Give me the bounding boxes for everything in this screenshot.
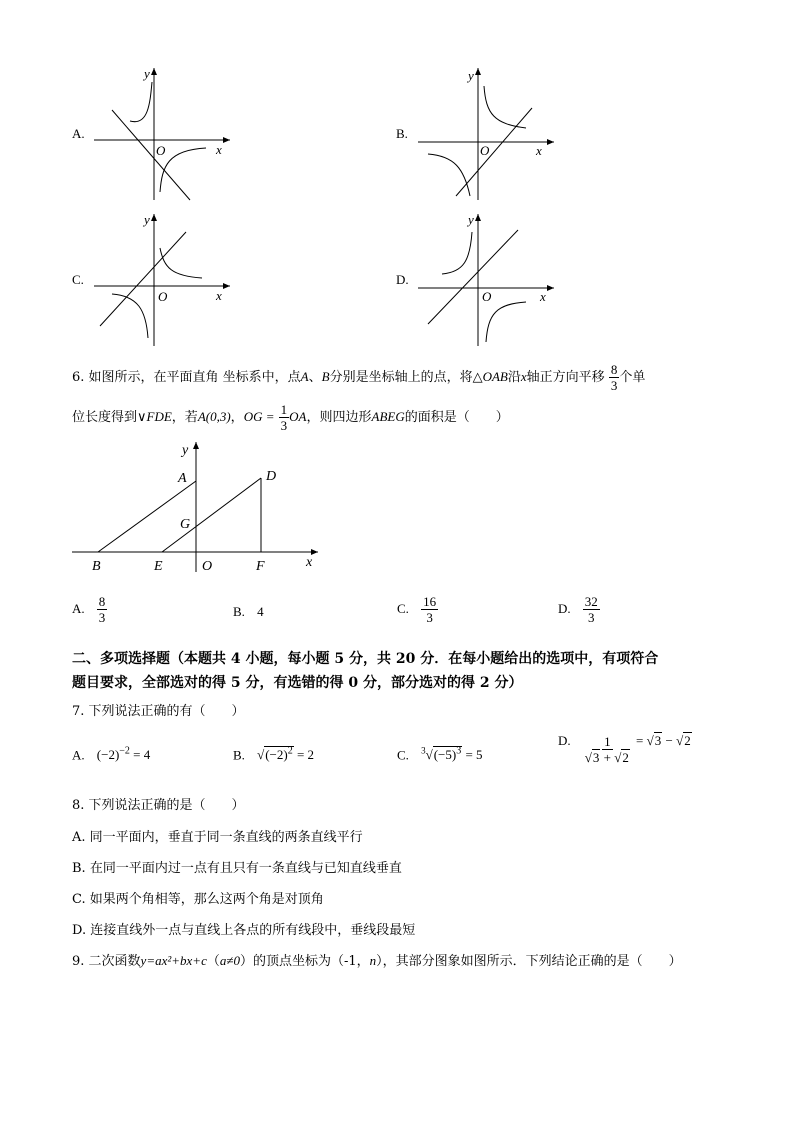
q8-stem: 8. 下列说法正确的是（ ） [72, 798, 245, 813]
q8-option-b: B. 在同一平面内过一点有且只有一条直线与已知直线垂直 [72, 861, 402, 876]
label-x: x [306, 555, 313, 570]
fraction [279, 402, 290, 433]
numerator: 1 [604, 734, 611, 749]
q8-option-a: A. 同一平面内，垂直于同一条直线的两条直线平行 [72, 830, 363, 845]
axis-origin: O [482, 289, 492, 304]
expr: (−2) [96, 747, 120, 763]
radicand: 3 [592, 750, 600, 765]
label-f: F [256, 559, 265, 574]
expr: = 4 [133, 747, 151, 763]
q7-option-a [72, 746, 150, 763]
denominator: 3 [610, 378, 618, 393]
expr: (−5) [433, 747, 457, 763]
axis-x: x [216, 142, 222, 157]
option-label: D. [396, 272, 409, 287]
text: 分别是坐标轴上的点，将△ [329, 370, 483, 385]
label-o: O [202, 559, 213, 574]
text: 沿 [507, 370, 521, 385]
q6-option-c [397, 594, 438, 625]
denominator: 3 [426, 610, 433, 625]
q7-stem: 7. 下列说法正确的有（ ） [72, 704, 245, 719]
q6-option-d [558, 594, 600, 625]
text: ， [230, 410, 244, 425]
radicand: 2 [684, 733, 691, 748]
option-label: A. [72, 601, 85, 616]
q7-option-b: B. $√(-2)^2 = 2$ [233, 746, 315, 763]
fraction [97, 594, 108, 625]
text: ，则四边形 [306, 410, 372, 425]
option-label: C. [72, 272, 84, 287]
axis-x: x [540, 289, 546, 304]
text: 、 [308, 370, 322, 385]
q5-option-d [396, 210, 556, 350]
option-label: B. [233, 747, 245, 763]
text: 的面积是（ ） [404, 410, 509, 425]
graph-a [90, 64, 230, 204]
option-value: 4 [257, 604, 264, 619]
denominator: 3 [588, 610, 595, 625]
expr: = 5 [465, 747, 483, 763]
option-label: C. [397, 747, 409, 763]
numerator: 32 [584, 594, 598, 609]
fraction: $\frac{1}{√3 + √2}$ [584, 734, 629, 765]
expr: n [369, 953, 377, 968]
q5-option-a [72, 64, 232, 204]
numerator: 8 [98, 594, 106, 609]
graph-d [414, 210, 554, 350]
axis-y: y [144, 212, 150, 227]
option-label: A. [72, 747, 85, 763]
text: A [300, 369, 309, 384]
option-label: A. [72, 126, 85, 141]
exponent: 3 [456, 746, 462, 757]
section-2-heading-line-1: 二、多项选择题（本题共 4 小题，每小题 5 分，共 20 分．在每小题给出的选项中，有项符合 [72, 651, 659, 667]
q6-option-b [233, 604, 264, 620]
numerator: 8 [610, 362, 618, 377]
label-e: E [154, 559, 163, 574]
label-y: y [182, 443, 189, 458]
axis-x: x [216, 288, 222, 303]
q6-option-a [72, 594, 107, 625]
q7-option-c: C. $^3√(-5)^3 = 5$ [397, 746, 483, 763]
option-label: D. [558, 733, 571, 748]
q9-stem [72, 950, 682, 969]
denominator: 3 [280, 418, 288, 433]
expr: (−2) [265, 747, 288, 763]
denominator: 3 [98, 610, 106, 625]
fraction [421, 594, 438, 625]
text: ），其部分图象如图所示．下列结论正确的是（ ） [376, 954, 682, 969]
expr: = 2 [296, 747, 315, 763]
axis-origin: O [158, 289, 168, 304]
exponent: 2 [287, 746, 293, 757]
q7-option-d: D. $\frac{1}{√3 + √2}$ = √3 − √2 [558, 733, 691, 765]
text: OAB [482, 369, 508, 384]
text: ABEG [371, 409, 405, 424]
fraction [583, 594, 600, 625]
fraction [609, 362, 620, 393]
text: FDE [146, 409, 172, 424]
q5-option-c [72, 210, 232, 350]
text: （ [206, 954, 220, 969]
text: 9. 二次函数 [72, 954, 141, 969]
text: OA [289, 409, 307, 424]
label-d: D [266, 469, 277, 484]
text: A(0,3) [197, 409, 231, 424]
text: 位长度得到∨ [72, 410, 147, 425]
axis-y: y [468, 212, 474, 227]
text: 个单 [619, 370, 646, 385]
q6-line-1 [72, 362, 645, 393]
root-index: 3 [421, 746, 426, 756]
q8-option-d: D. 连接直线外一点与直线上各点的所有线段中，垂线段最短 [72, 923, 416, 938]
operator: = [636, 733, 647, 748]
axis-origin: O [480, 143, 490, 158]
expr: y=ax²+bx+c [140, 953, 207, 968]
text: OG = [243, 409, 275, 424]
text: 轴正方向平移 [526, 370, 605, 385]
option-label: D. [558, 601, 571, 616]
q6-line-2 [72, 402, 509, 433]
axis-x: x [536, 143, 542, 158]
option-label: B. [233, 604, 245, 619]
operator: + [600, 750, 615, 765]
expr: a≠0 [219, 953, 240, 968]
graph-b [414, 64, 554, 204]
option-label: B. [396, 126, 408, 141]
text: ）的顶点坐标为（-1， [240, 954, 370, 969]
numerator: 16 [423, 594, 437, 609]
operator: − [662, 733, 677, 748]
axis-origin: O [156, 143, 166, 158]
radicand: 2 [622, 750, 629, 765]
axis-y: y [468, 68, 474, 83]
axis-y: y [144, 66, 150, 81]
graph-c [90, 210, 230, 350]
text: ，若 [171, 410, 198, 425]
radicand: 3 [654, 733, 662, 748]
exponent: −2 [119, 746, 130, 757]
section-2-heading-line-2: 题目要求，全部选对的得 5 分，有选错的得 0 分，部分选对的得 2 分） [72, 675, 523, 691]
label-a: A [178, 471, 187, 486]
label-b: B [92, 559, 101, 574]
text: B [321, 369, 330, 384]
text: x [520, 369, 527, 384]
q8-option-c: C. 如果两个角相等，那么这两个角是对顶角 [72, 892, 324, 907]
text: 6. 如图所示，在平面直角 坐标系中，点 [72, 370, 301, 385]
option-label: C. [397, 601, 409, 616]
numerator: 1 [280, 402, 288, 417]
label-g: G [180, 517, 191, 532]
q6-figure [70, 436, 330, 576]
q5-option-b [396, 64, 556, 204]
